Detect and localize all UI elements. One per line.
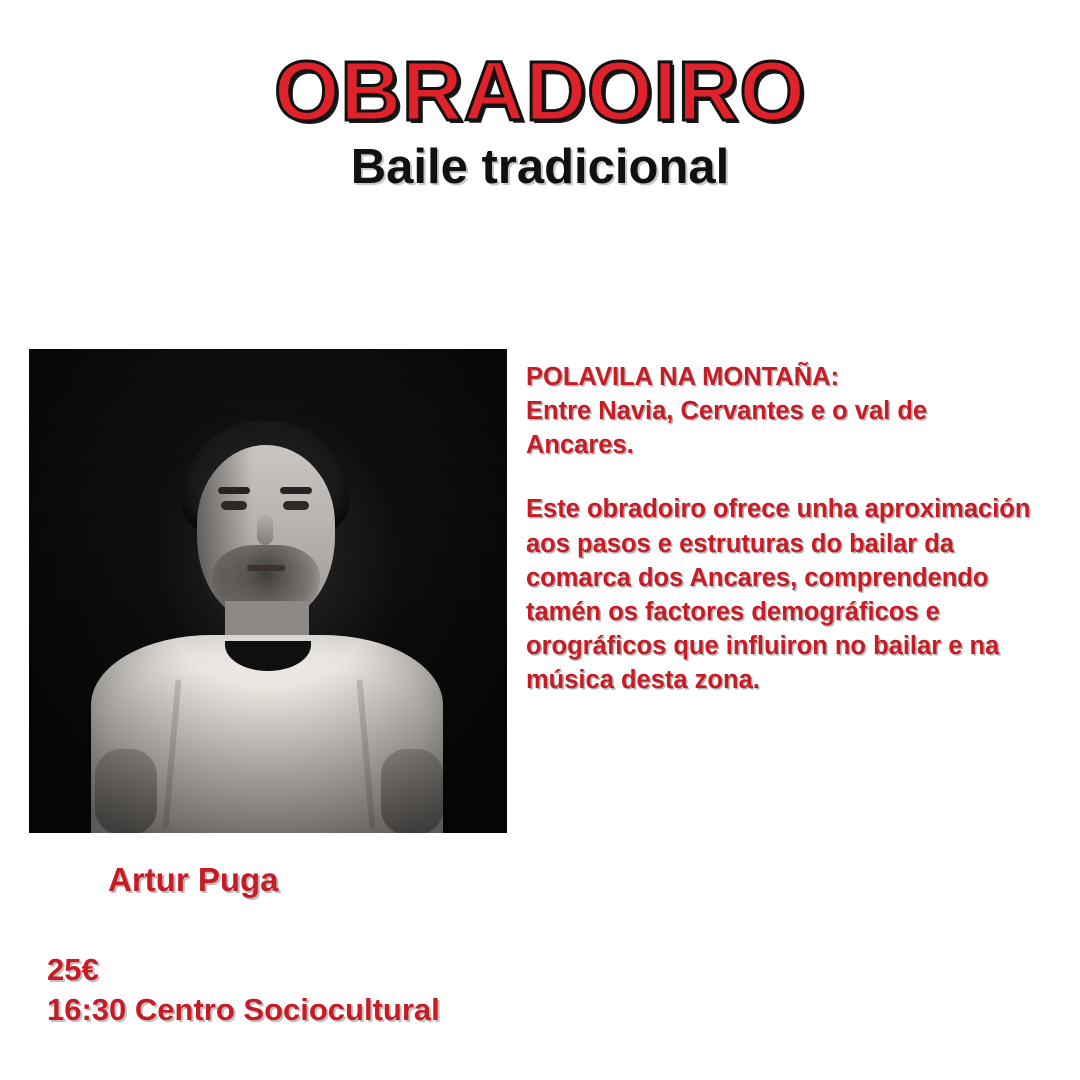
description-heading-line-2: Entre Navia, Cervantes e o val de [526,397,928,426]
page-subtitle: Baile tradicional [350,139,730,194]
description-heading-line-3: Ancares. [526,431,634,460]
portrait-image [29,349,507,833]
artist-name: Artur Puga [108,861,279,898]
portrait-vignette [29,349,507,833]
description-heading-line-1: POLAVILA NA MONTAÑA: [526,363,840,391]
description-paragraph: Este obradoiro ofrece unha aproximación aos pasos e estruturas do bailar da comarca dos Ancares, comprendendo tamén os factores demográficos e orográficos que influiron no bailar e na música desta zona. [526,495,1031,695]
page-title: OBRADOIRO [274,44,806,138]
event-price: 25€ [47,952,99,987]
event-details [47,950,440,1029]
poster-header [0,44,1080,194]
event-time-place: 16:30 Centro Sociocultural [47,991,440,1027]
artist-photo [29,349,507,833]
description-spacer [526,462,1031,492]
description-block [526,360,1031,697]
